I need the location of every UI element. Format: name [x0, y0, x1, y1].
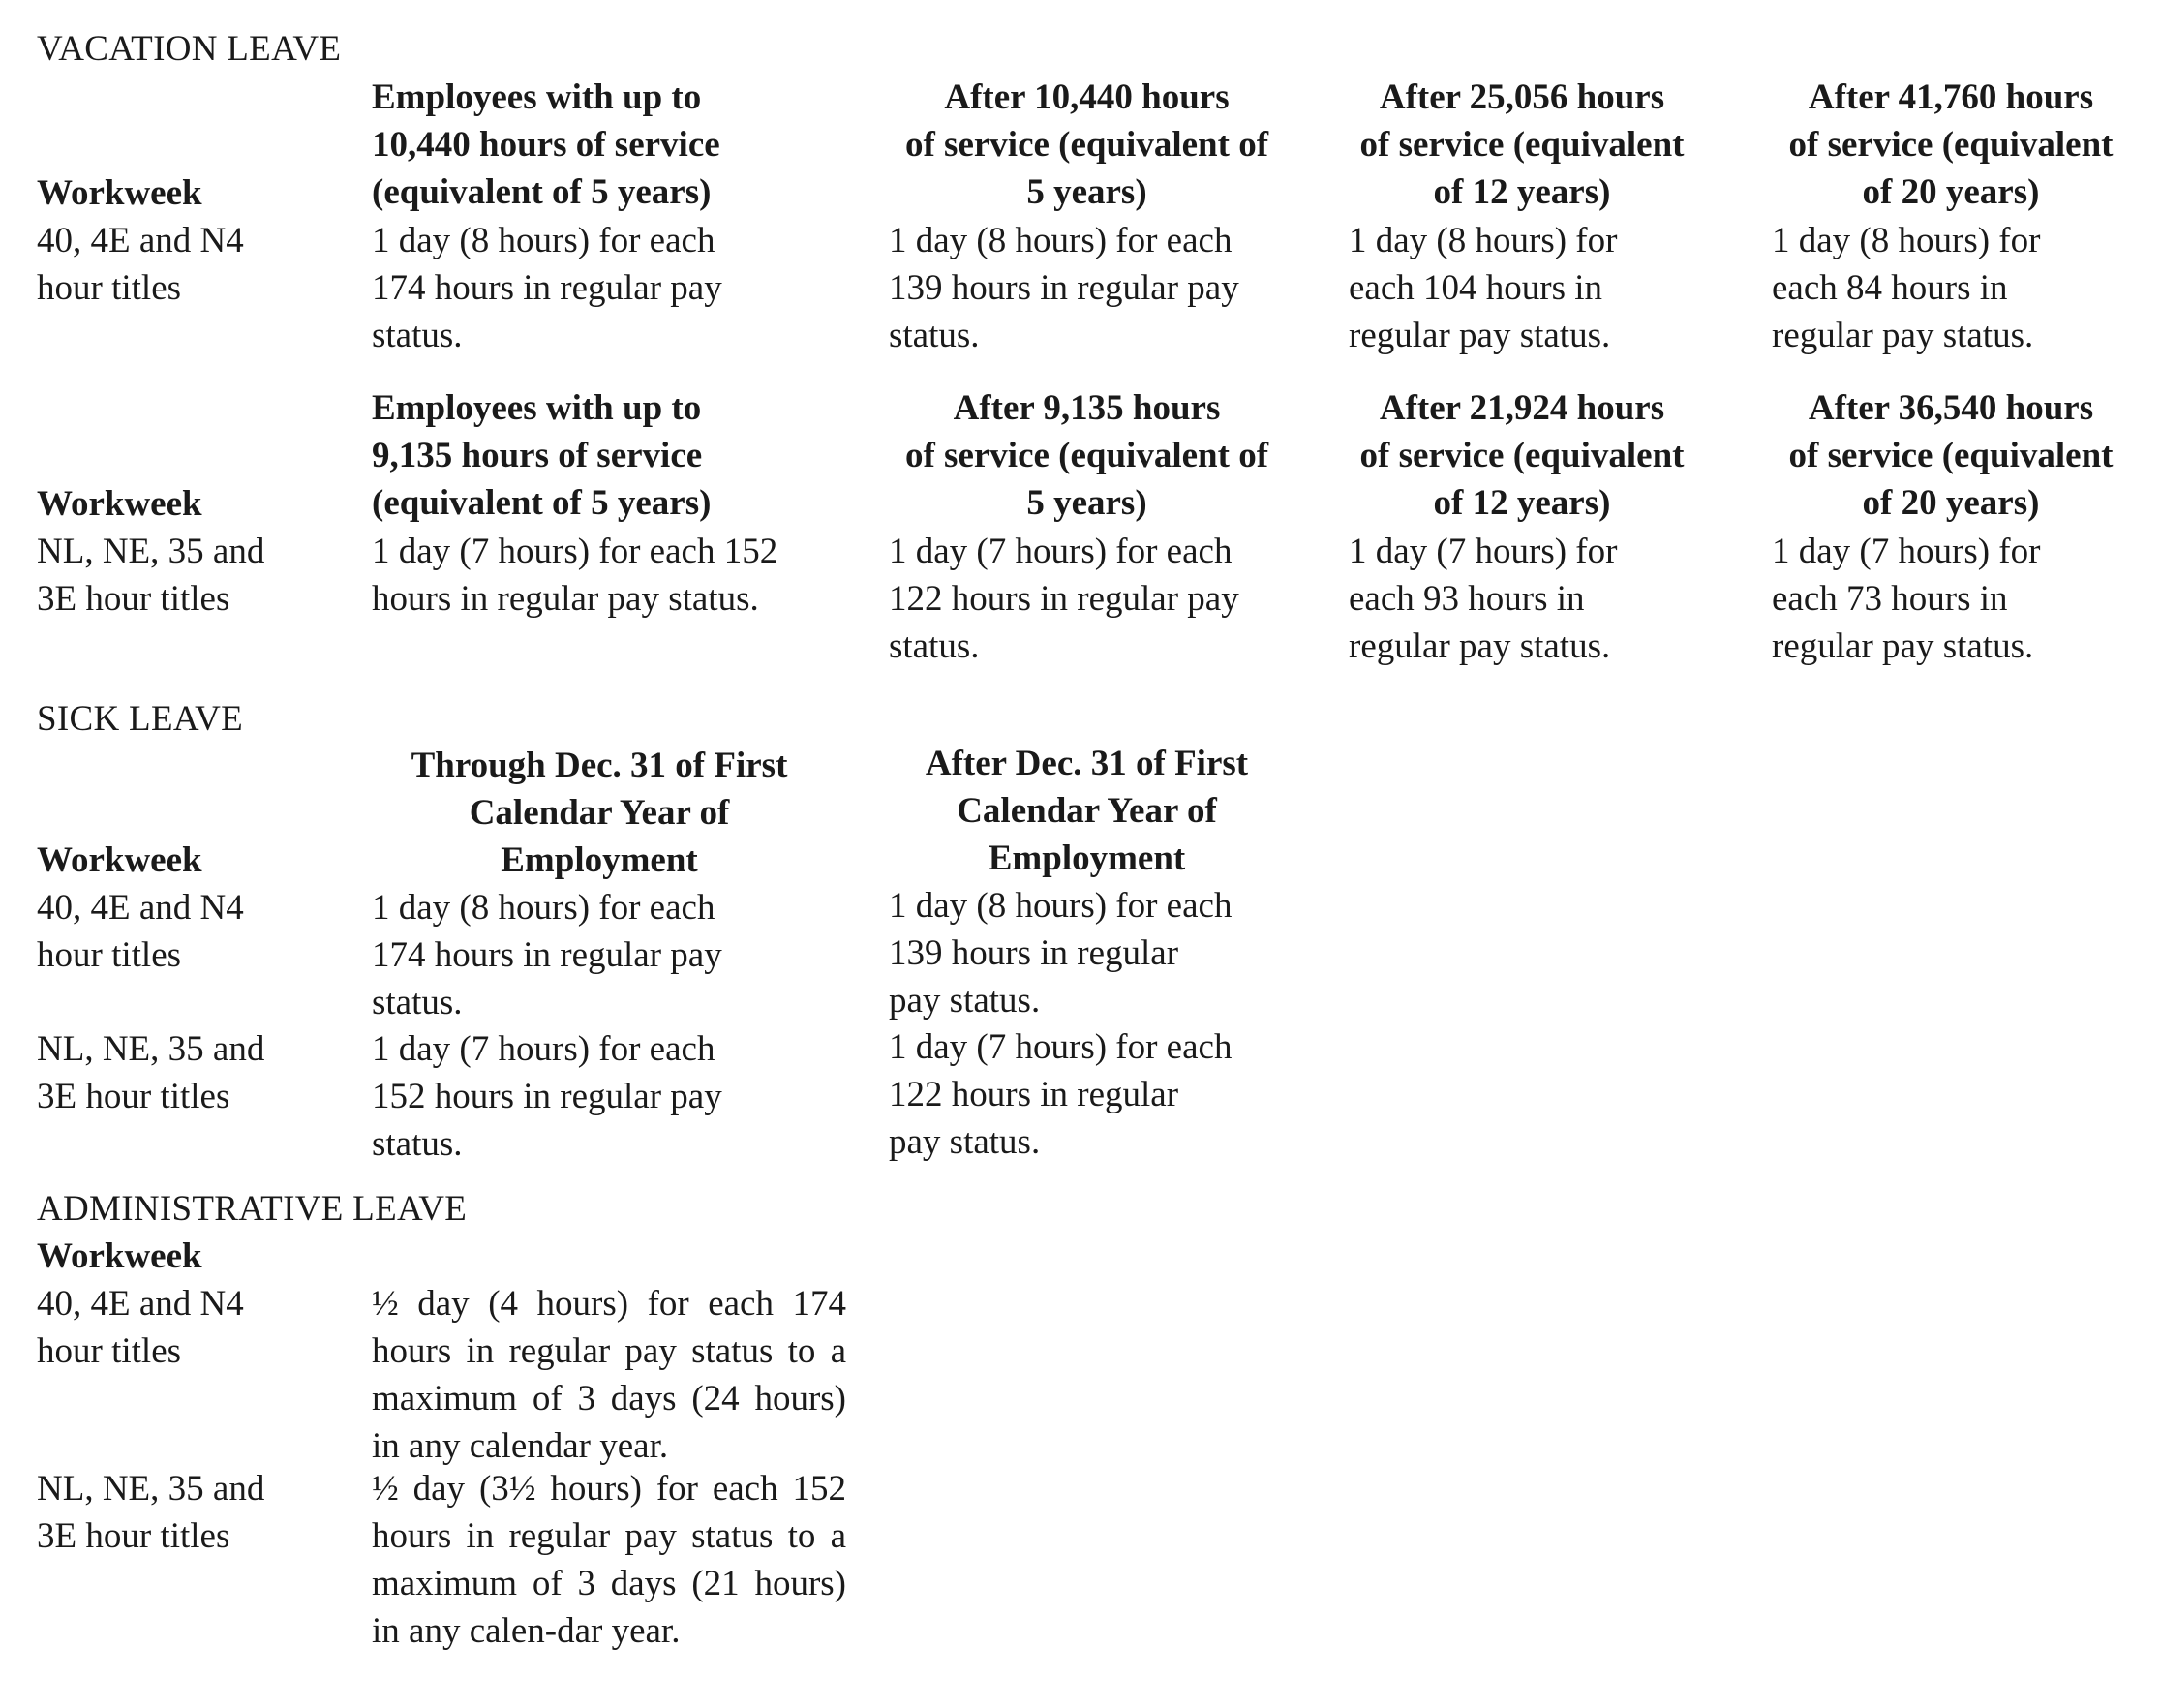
administrative-workweek-label: Workweek	[37, 1236, 202, 1276]
vacation-g1-rate-tier2: 1 day (8 hours) for each 139 hours in regular pay status.	[889, 221, 1239, 355]
sick-workweek-label: Workweek	[37, 840, 202, 880]
vacation-g2-header-tier4: After 36,540 hours of service (equivalent of 20 years)	[1788, 388, 2114, 523]
vacation-g1-titles: 40, 4E and N4 hour titles	[37, 221, 244, 308]
vacation-g2-rate-tier1: 1 day (7 hours) for each 152 hours in regular pay status.	[372, 532, 778, 619]
administrative-row1-rate: ½ day (4 hours) for each 174 hours in regular pay status to a maximum of 3 days (24 hours) in any calendar year.	[372, 1284, 846, 1466]
vacation-leave-title: VACATION LEAVE	[37, 29, 342, 69]
administrative-row1-titles: 40, 4E and N4 hour titles	[37, 1284, 244, 1371]
vacation-g2-rate-tier4: 1 day (7 hours) for each 73 hours in regular pay status.	[1772, 532, 2041, 666]
sick-leave-title: SICK LEAVE	[37, 699, 244, 739]
sick-header-after-first-year: After Dec. 31 of First Calendar Year of Employment	[925, 744, 1249, 878]
sick-row1-rate-first-year: 1 day (8 hours) for each 174 hours in regular pay status.	[372, 888, 722, 1022]
vacation-g1-header-tier3: After 25,056 hours of service (equivalent of 12 years)	[1359, 77, 1685, 212]
vacation-g2-rate-tier3: 1 day (7 hours) for each 93 hours in regular pay status.	[1349, 532, 1618, 666]
administrative-row2-rate: ½ day (3½ hours) for each 152 hours in regular pay status to a maximum of 3 days (21 hours) in any calen-dar year.	[372, 1469, 846, 1651]
sick-row1-rate-after-first-year: 1 day (8 hours) for each 139 hours in regular pay status.	[889, 886, 1233, 1021]
vacation-g2-workweek-label: Workweek	[37, 484, 202, 524]
sick-row2-titles: NL, NE, 35 and 3E hour titles	[37, 1029, 265, 1116]
vacation-g2-header-tier2: After 9,135 hours of service (equivalent of 5 years)	[904, 388, 1269, 523]
sick-row1-titles: 40, 4E and N4 hour titles	[37, 888, 244, 975]
vacation-g1-header-tier1: Employees with up to 10,440 hours of service (equivalent of 5 years)	[372, 77, 720, 212]
sick-row2-rate-first-year: 1 day (7 hours) for each 152 hours in regular pay status.	[372, 1029, 722, 1164]
sick-row2-rate-after-first-year: 1 day (7 hours) for each 122 hours in regular pay status.	[889, 1027, 1233, 1162]
vacation-g1-header-tier2: After 10,440 hours of service (equivalent of 5 years)	[904, 77, 1269, 212]
vacation-g2-header-tier3: After 21,924 hours of service (equivalent of 12 years)	[1359, 388, 1685, 523]
vacation-g1-rate-tier4: 1 day (8 hours) for each 84 hours in regular pay status.	[1772, 221, 2041, 355]
vacation-g1-workweek-label: Workweek	[37, 173, 202, 213]
administrative-row2-titles: NL, NE, 35 and 3E hour titles	[37, 1469, 265, 1556]
administrative-leave-title: ADMINISTRATIVE LEAVE	[37, 1189, 468, 1229]
vacation-g2-header-tier1: Employees with up to 9,135 hours of service (equivalent of 5 years)	[372, 388, 712, 523]
vacation-g1-header-tier4: After 41,760 hours of service (equivalent of 20 years)	[1788, 77, 2114, 212]
vacation-g1-rate-tier3: 1 day (8 hours) for each 104 hours in regular pay status.	[1349, 221, 1618, 355]
sick-header-first-year: Through Dec. 31 of First Calendar Year of Employment	[411, 746, 788, 880]
vacation-g1-rate-tier1: 1 day (8 hours) for each 174 hours in regular pay status.	[372, 221, 722, 355]
vacation-g2-rate-tier2: 1 day (7 hours) for each 122 hours in regular pay status.	[889, 532, 1239, 666]
vacation-g2-titles: NL, NE, 35 and 3E hour titles	[37, 532, 265, 619]
